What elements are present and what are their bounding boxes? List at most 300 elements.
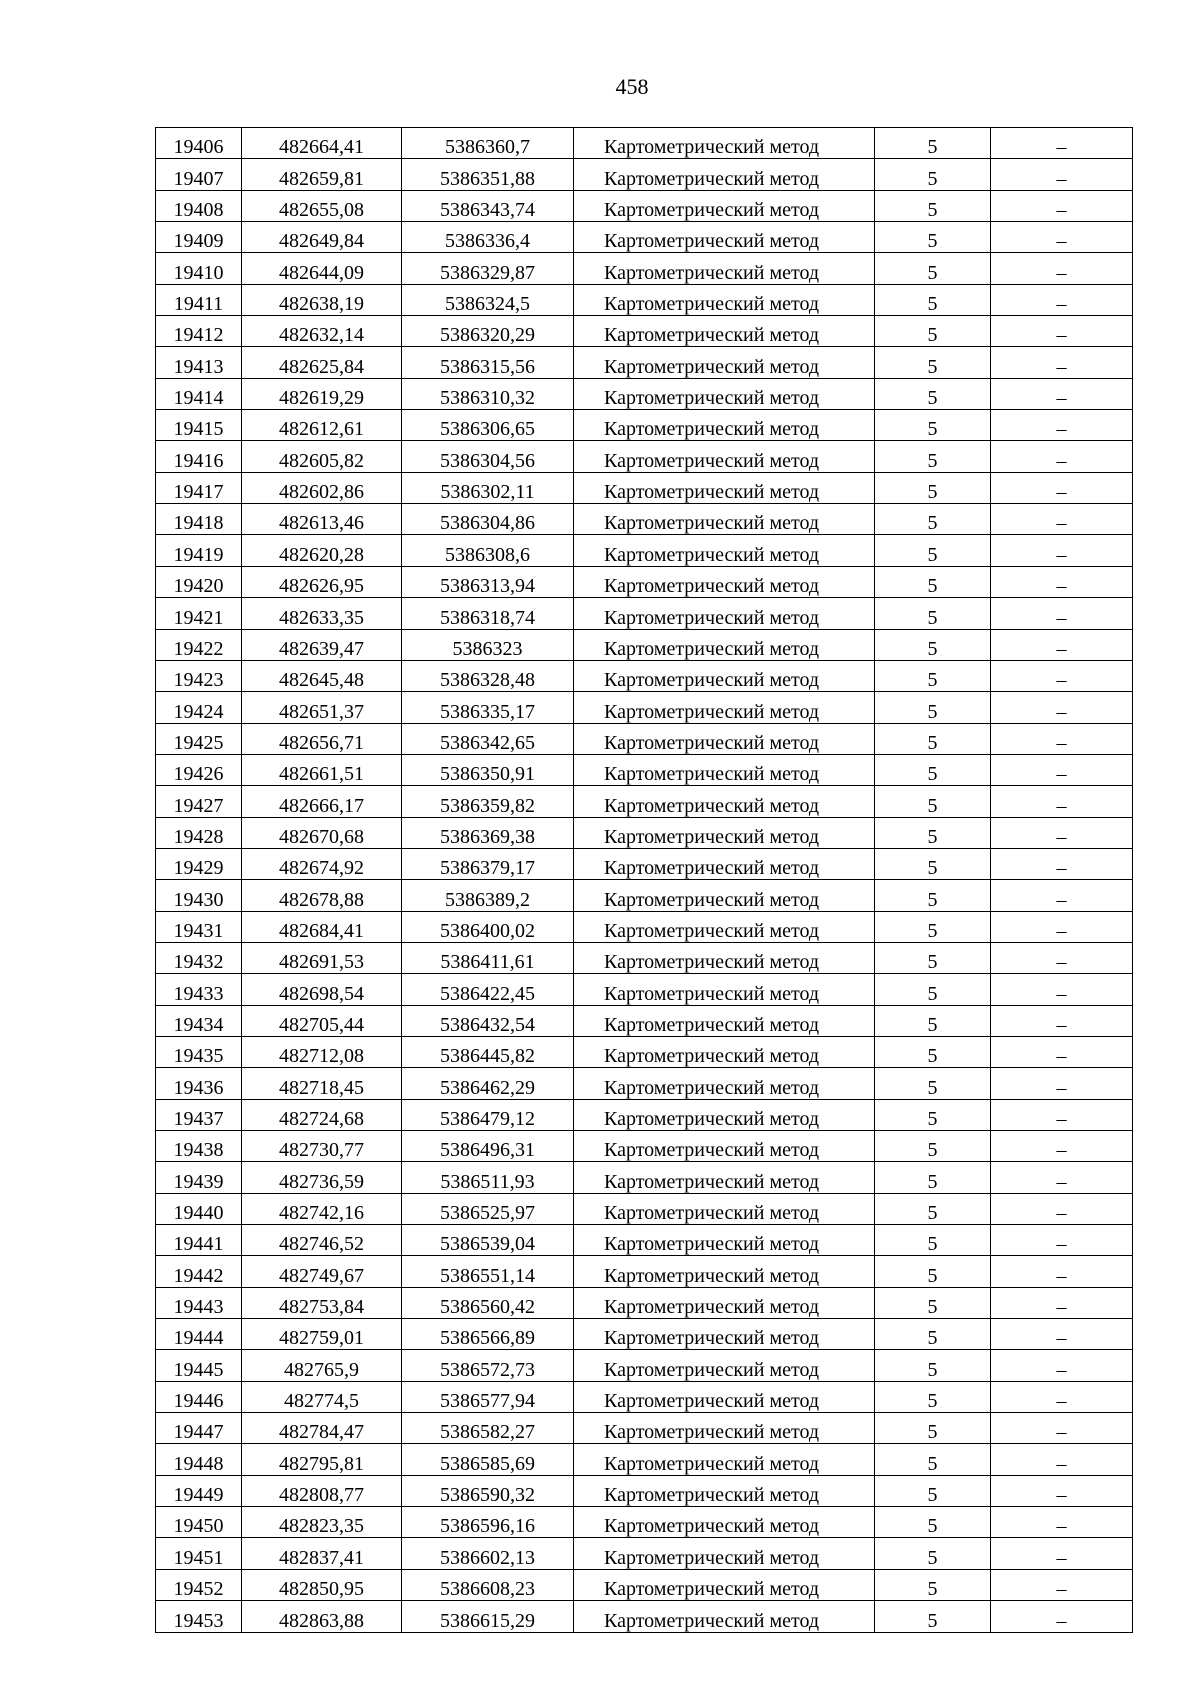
table-row — [156, 535, 1133, 566]
x-coordinate-cell: 482664,41 — [242, 128, 402, 159]
x-coordinate-cell: 482823,35 — [242, 1507, 402, 1538]
table-row — [156, 974, 1133, 1005]
x-coordinate-cell: 482645,48 — [242, 660, 402, 691]
accuracy-cell: 5 — [875, 472, 991, 503]
x-coordinate-cell: 482632,14 — [242, 316, 402, 347]
point-number-cell: 19431 — [156, 911, 242, 942]
point-number-cell: 19453 — [156, 1601, 242, 1632]
point-number-cell: 19410 — [156, 253, 242, 284]
point-number-cell: 19411 — [156, 284, 242, 315]
note-cell: – — [991, 159, 1133, 190]
note-cell: – — [991, 1099, 1133, 1130]
accuracy-cell: 5 — [875, 817, 991, 848]
note-cell: – — [991, 1444, 1133, 1475]
y-coordinate-cell: 5386560,42 — [402, 1287, 574, 1318]
method-cell: Картометрический метод — [574, 817, 875, 848]
y-coordinate-cell: 5386369,38 — [402, 817, 574, 848]
x-coordinate-cell: 482619,29 — [242, 378, 402, 409]
y-coordinate-cell: 5386479,12 — [402, 1099, 574, 1130]
method-cell: Картометрический метод — [574, 1005, 875, 1036]
point-number-cell: 19414 — [156, 378, 242, 409]
y-coordinate-cell: 5386572,73 — [402, 1350, 574, 1381]
point-number-cell: 19451 — [156, 1538, 242, 1569]
x-coordinate-cell: 482784,47 — [242, 1413, 402, 1444]
note-cell: – — [991, 535, 1133, 566]
table-row — [156, 754, 1133, 785]
accuracy-cell: 5 — [875, 1162, 991, 1193]
point-number-cell: 19448 — [156, 1444, 242, 1475]
y-coordinate-cell: 5386336,4 — [402, 222, 574, 253]
x-coordinate-cell: 482808,77 — [242, 1475, 402, 1506]
note-cell: – — [991, 504, 1133, 535]
accuracy-cell: 5 — [875, 128, 991, 159]
accuracy-cell: 5 — [875, 1569, 991, 1600]
table-row — [156, 1131, 1133, 1162]
accuracy-cell: 5 — [875, 566, 991, 597]
note-cell: – — [991, 723, 1133, 754]
x-coordinate-cell: 482666,17 — [242, 786, 402, 817]
y-coordinate-cell: 5386323 — [402, 629, 574, 660]
note-cell: – — [991, 1256, 1133, 1287]
x-coordinate-cell: 482651,37 — [242, 692, 402, 723]
y-coordinate-cell: 5386582,27 — [402, 1413, 574, 1444]
x-coordinate-cell: 482602,86 — [242, 472, 402, 503]
table-row — [156, 817, 1133, 848]
point-number-cell: 19413 — [156, 347, 242, 378]
y-coordinate-cell: 5386596,16 — [402, 1507, 574, 1538]
note-cell: – — [991, 1287, 1133, 1318]
x-coordinate-cell: 482659,81 — [242, 159, 402, 190]
coordinates-table-body — [156, 128, 1133, 1633]
method-cell: Картометрический метод — [574, 754, 875, 785]
point-number-cell: 19437 — [156, 1099, 242, 1130]
accuracy-cell: 5 — [875, 1131, 991, 1162]
x-coordinate-cell: 482605,82 — [242, 441, 402, 472]
accuracy-cell: 5 — [875, 316, 991, 347]
method-cell: Картометрический метод — [574, 1099, 875, 1130]
table-row — [156, 253, 1133, 284]
accuracy-cell: 5 — [875, 1256, 991, 1287]
table-row — [156, 848, 1133, 879]
x-coordinate-cell: 482674,92 — [242, 848, 402, 879]
table-row — [156, 911, 1133, 942]
point-number-cell: 19418 — [156, 504, 242, 535]
table-row — [156, 786, 1133, 817]
point-number-cell: 19412 — [156, 316, 242, 347]
y-coordinate-cell: 5386411,61 — [402, 942, 574, 973]
x-coordinate-cell: 482625,84 — [242, 347, 402, 378]
method-cell: Картометрический метод — [574, 660, 875, 691]
accuracy-cell: 5 — [875, 284, 991, 315]
x-coordinate-cell: 482736,59 — [242, 1162, 402, 1193]
note-cell: – — [991, 566, 1133, 597]
table-row — [156, 1475, 1133, 1506]
note-cell: – — [991, 1005, 1133, 1036]
table-row — [156, 1413, 1133, 1444]
x-coordinate-cell: 482670,68 — [242, 817, 402, 848]
table-row — [156, 880, 1133, 911]
x-coordinate-cell: 482724,68 — [242, 1099, 402, 1130]
x-coordinate-cell: 482718,45 — [242, 1068, 402, 1099]
table-row — [156, 190, 1133, 221]
note-cell: – — [991, 284, 1133, 315]
y-coordinate-cell: 5386304,56 — [402, 441, 574, 472]
accuracy-cell: 5 — [875, 441, 991, 472]
x-coordinate-cell: 482678,88 — [242, 880, 402, 911]
table-row — [156, 1287, 1133, 1318]
accuracy-cell: 5 — [875, 535, 991, 566]
x-coordinate-cell: 482742,16 — [242, 1193, 402, 1224]
method-cell: Картометрический метод — [574, 1601, 875, 1632]
table-row — [156, 472, 1133, 503]
method-cell: Картометрический метод — [574, 316, 875, 347]
y-coordinate-cell: 5386539,04 — [402, 1225, 574, 1256]
note-cell: – — [991, 1162, 1133, 1193]
note-cell: – — [991, 222, 1133, 253]
accuracy-cell: 5 — [875, 692, 991, 723]
note-cell: – — [991, 253, 1133, 284]
table-row — [156, 1381, 1133, 1412]
y-coordinate-cell: 5386304,86 — [402, 504, 574, 535]
note-cell: – — [991, 692, 1133, 723]
x-coordinate-cell: 482712,08 — [242, 1036, 402, 1067]
accuracy-cell: 5 — [875, 1319, 991, 1350]
table-row — [156, 1601, 1133, 1632]
y-coordinate-cell: 5386577,94 — [402, 1381, 574, 1412]
note-cell: – — [991, 1413, 1133, 1444]
point-number-cell: 19439 — [156, 1162, 242, 1193]
point-number-cell: 19416 — [156, 441, 242, 472]
method-cell: Картометрический метод — [574, 1444, 875, 1475]
point-number-cell: 19423 — [156, 660, 242, 691]
y-coordinate-cell: 5386318,74 — [402, 598, 574, 629]
method-cell: Картометрический метод — [574, 911, 875, 942]
table-row — [156, 598, 1133, 629]
note-cell: – — [991, 1193, 1133, 1224]
accuracy-cell: 5 — [875, 1005, 991, 1036]
accuracy-cell: 5 — [875, 1225, 991, 1256]
method-cell: Картометрический метод — [574, 566, 875, 597]
y-coordinate-cell: 5386432,54 — [402, 1005, 574, 1036]
y-coordinate-cell: 5386445,82 — [402, 1036, 574, 1067]
method-cell: Картометрический метод — [574, 159, 875, 190]
y-coordinate-cell: 5386315,56 — [402, 347, 574, 378]
table-row — [156, 723, 1133, 754]
method-cell: Картометрический метод — [574, 190, 875, 221]
y-coordinate-cell: 5386585,69 — [402, 1444, 574, 1475]
table-row — [156, 284, 1133, 315]
y-coordinate-cell: 5386359,82 — [402, 786, 574, 817]
point-number-cell: 19436 — [156, 1068, 242, 1099]
point-number-cell: 19406 — [156, 128, 242, 159]
x-coordinate-cell: 482753,84 — [242, 1287, 402, 1318]
point-number-cell: 19444 — [156, 1319, 242, 1350]
note-cell: – — [991, 598, 1133, 629]
accuracy-cell: 5 — [875, 723, 991, 754]
accuracy-cell: 5 — [875, 1068, 991, 1099]
y-coordinate-cell: 5386422,45 — [402, 974, 574, 1005]
method-cell: Картометрический метод — [574, 1287, 875, 1318]
x-coordinate-cell: 482655,08 — [242, 190, 402, 221]
point-number-cell: 19426 — [156, 754, 242, 785]
point-number-cell: 19443 — [156, 1287, 242, 1318]
table-row — [156, 566, 1133, 597]
method-cell: Картометрический метод — [574, 378, 875, 409]
accuracy-cell: 5 — [875, 1381, 991, 1412]
accuracy-cell: 5 — [875, 1036, 991, 1067]
y-coordinate-cell: 5386302,11 — [402, 472, 574, 503]
method-cell: Картометрический метод — [574, 1507, 875, 1538]
note-cell: – — [991, 472, 1133, 503]
point-number-cell: 19429 — [156, 848, 242, 879]
note-cell: – — [991, 911, 1133, 942]
method-cell: Картометрический метод — [574, 1350, 875, 1381]
accuracy-cell: 5 — [875, 1193, 991, 1224]
table-row — [156, 1444, 1133, 1475]
point-number-cell: 19449 — [156, 1475, 242, 1506]
x-coordinate-cell: 482661,51 — [242, 754, 402, 785]
table-row — [156, 629, 1133, 660]
method-cell: Картометрический метод — [574, 629, 875, 660]
method-cell: Картометрический метод — [574, 1413, 875, 1444]
y-coordinate-cell: 5386351,88 — [402, 159, 574, 190]
point-number-cell: 19408 — [156, 190, 242, 221]
y-coordinate-cell: 5386400,02 — [402, 911, 574, 942]
x-coordinate-cell: 482746,52 — [242, 1225, 402, 1256]
note-cell: – — [991, 754, 1133, 785]
accuracy-cell: 5 — [875, 347, 991, 378]
x-coordinate-cell: 482644,09 — [242, 253, 402, 284]
x-coordinate-cell: 482850,95 — [242, 1569, 402, 1600]
method-cell: Картометрический метод — [574, 880, 875, 911]
x-coordinate-cell: 482633,35 — [242, 598, 402, 629]
y-coordinate-cell: 5386496,31 — [402, 1131, 574, 1162]
accuracy-cell: 5 — [875, 911, 991, 942]
accuracy-cell: 5 — [875, 660, 991, 691]
note-cell: – — [991, 190, 1133, 221]
method-cell: Картометрический метод — [574, 1538, 875, 1569]
point-number-cell: 19452 — [156, 1569, 242, 1600]
y-coordinate-cell: 5386306,65 — [402, 410, 574, 441]
x-coordinate-cell: 482759,01 — [242, 1319, 402, 1350]
accuracy-cell: 5 — [875, 1350, 991, 1381]
point-number-cell: 19441 — [156, 1225, 242, 1256]
accuracy-cell: 5 — [875, 222, 991, 253]
y-coordinate-cell: 5386350,91 — [402, 754, 574, 785]
point-number-cell: 19433 — [156, 974, 242, 1005]
accuracy-cell: 5 — [875, 942, 991, 973]
coordinates-table — [155, 127, 1133, 1633]
note-cell: – — [991, 660, 1133, 691]
x-coordinate-cell: 482638,19 — [242, 284, 402, 315]
accuracy-cell: 5 — [875, 786, 991, 817]
table-row — [156, 1569, 1133, 1600]
accuracy-cell: 5 — [875, 1413, 991, 1444]
x-coordinate-cell: 482795,81 — [242, 1444, 402, 1475]
point-number-cell: 19425 — [156, 723, 242, 754]
y-coordinate-cell: 5386525,97 — [402, 1193, 574, 1224]
method-cell: Картометрический метод — [574, 848, 875, 879]
point-number-cell: 19417 — [156, 472, 242, 503]
method-cell: Картометрический метод — [574, 942, 875, 973]
note-cell: – — [991, 629, 1133, 660]
table-row — [156, 1350, 1133, 1381]
y-coordinate-cell: 5386379,17 — [402, 848, 574, 879]
method-cell: Картометрический метод — [574, 535, 875, 566]
note-cell: – — [991, 441, 1133, 472]
method-cell: Картометрический метод — [574, 1068, 875, 1099]
table-row — [156, 316, 1133, 347]
y-coordinate-cell: 5386462,29 — [402, 1068, 574, 1099]
point-number-cell: 19440 — [156, 1193, 242, 1224]
x-coordinate-cell: 482620,28 — [242, 535, 402, 566]
table-row — [156, 1005, 1133, 1036]
accuracy-cell: 5 — [875, 1099, 991, 1130]
x-coordinate-cell: 482749,67 — [242, 1256, 402, 1287]
note-cell: – — [991, 1068, 1133, 1099]
y-coordinate-cell: 5386360,7 — [402, 128, 574, 159]
x-coordinate-cell: 482626,95 — [242, 566, 402, 597]
y-coordinate-cell: 5386590,32 — [402, 1475, 574, 1506]
method-cell: Картометрический метод — [574, 253, 875, 284]
y-coordinate-cell: 5386310,32 — [402, 378, 574, 409]
method-cell: Картометрический метод — [574, 1475, 875, 1506]
method-cell: Картометрический метод — [574, 347, 875, 378]
point-number-cell: 19430 — [156, 880, 242, 911]
point-number-cell: 19427 — [156, 786, 242, 817]
x-coordinate-cell: 482705,44 — [242, 1005, 402, 1036]
y-coordinate-cell: 5386328,48 — [402, 660, 574, 691]
note-cell: – — [991, 410, 1133, 441]
table-row — [156, 441, 1133, 472]
x-coordinate-cell: 482656,71 — [242, 723, 402, 754]
table-row — [156, 1538, 1133, 1569]
y-coordinate-cell: 5386602,13 — [402, 1538, 574, 1569]
x-coordinate-cell: 482837,41 — [242, 1538, 402, 1569]
point-number-cell: 19432 — [156, 942, 242, 973]
point-number-cell: 19442 — [156, 1256, 242, 1287]
table-row — [156, 1162, 1133, 1193]
note-cell: – — [991, 1381, 1133, 1412]
method-cell: Картометрический метод — [574, 1131, 875, 1162]
method-cell: Картометрический метод — [574, 974, 875, 1005]
y-coordinate-cell: 5386313,94 — [402, 566, 574, 597]
method-cell: Картометрический метод — [574, 723, 875, 754]
table-row — [156, 1036, 1133, 1067]
point-number-cell: 19450 — [156, 1507, 242, 1538]
table-row — [156, 504, 1133, 535]
table-row — [156, 1193, 1133, 1224]
accuracy-cell: 5 — [875, 629, 991, 660]
accuracy-cell: 5 — [875, 410, 991, 441]
table-row — [156, 1225, 1133, 1256]
y-coordinate-cell: 5386511,93 — [402, 1162, 574, 1193]
table-row — [156, 347, 1133, 378]
method-cell: Картометрический метод — [574, 284, 875, 315]
note-cell: – — [991, 128, 1133, 159]
method-cell: Картометрический метод — [574, 128, 875, 159]
y-coordinate-cell: 5386343,74 — [402, 190, 574, 221]
point-number-cell: 19434 — [156, 1005, 242, 1036]
note-cell: – — [991, 347, 1133, 378]
x-coordinate-cell: 482649,84 — [242, 222, 402, 253]
accuracy-cell: 5 — [875, 378, 991, 409]
x-coordinate-cell: 482691,53 — [242, 942, 402, 973]
y-coordinate-cell: 5386320,29 — [402, 316, 574, 347]
point-number-cell: 19424 — [156, 692, 242, 723]
point-number-cell: 19421 — [156, 598, 242, 629]
note-cell: – — [991, 880, 1133, 911]
x-coordinate-cell: 482612,61 — [242, 410, 402, 441]
table-row — [156, 1507, 1133, 1538]
note-cell: – — [991, 817, 1133, 848]
accuracy-cell: 5 — [875, 159, 991, 190]
accuracy-cell: 5 — [875, 848, 991, 879]
page-number: 458 — [615, 74, 649, 99]
point-number-cell: 19409 — [156, 222, 242, 253]
method-cell: Картометрический метод — [574, 472, 875, 503]
x-coordinate-cell: 482765,9 — [242, 1350, 402, 1381]
table-row — [156, 1068, 1133, 1099]
method-cell: Картометрический метод — [574, 222, 875, 253]
method-cell: Картометрический метод — [574, 1162, 875, 1193]
note-cell: – — [991, 1569, 1133, 1600]
x-coordinate-cell: 482639,47 — [242, 629, 402, 660]
accuracy-cell: 5 — [875, 754, 991, 785]
point-number-cell: 19415 — [156, 410, 242, 441]
y-coordinate-cell: 5386329,87 — [402, 253, 574, 284]
method-cell: Картометрический метод — [574, 441, 875, 472]
table-row — [156, 1319, 1133, 1350]
accuracy-cell: 5 — [875, 1475, 991, 1506]
method-cell: Картометрический метод — [574, 786, 875, 817]
y-coordinate-cell: 5386389,2 — [402, 880, 574, 911]
method-cell: Картометрический метод — [574, 1381, 875, 1412]
table-row — [156, 378, 1133, 409]
accuracy-cell: 5 — [875, 974, 991, 1005]
accuracy-cell: 5 — [875, 1444, 991, 1475]
table-row — [156, 692, 1133, 723]
note-cell: – — [991, 942, 1133, 973]
note-cell: – — [991, 1319, 1133, 1350]
accuracy-cell: 5 — [875, 1287, 991, 1318]
accuracy-cell: 5 — [875, 253, 991, 284]
accuracy-cell: 5 — [875, 190, 991, 221]
point-number-cell: 19420 — [156, 566, 242, 597]
point-number-cell: 19422 — [156, 629, 242, 660]
table-row — [156, 410, 1133, 441]
method-cell: Картометрический метод — [574, 692, 875, 723]
y-coordinate-cell: 5386324,5 — [402, 284, 574, 315]
note-cell: – — [991, 1538, 1133, 1569]
x-coordinate-cell: 482730,77 — [242, 1131, 402, 1162]
x-coordinate-cell: 482613,46 — [242, 504, 402, 535]
point-number-cell: 19407 — [156, 159, 242, 190]
note-cell: – — [991, 1131, 1133, 1162]
method-cell: Картометрический метод — [574, 1193, 875, 1224]
accuracy-cell: 5 — [875, 1507, 991, 1538]
y-coordinate-cell: 5386308,6 — [402, 535, 574, 566]
table-row — [156, 942, 1133, 973]
point-number-cell: 19438 — [156, 1131, 242, 1162]
accuracy-cell: 5 — [875, 504, 991, 535]
note-cell: – — [991, 1507, 1133, 1538]
method-cell: Картометрический метод — [574, 598, 875, 629]
x-coordinate-cell: 482774,5 — [242, 1381, 402, 1412]
table-row — [156, 1256, 1133, 1287]
method-cell: Картометрический метод — [574, 1319, 875, 1350]
method-cell: Картометрический метод — [574, 410, 875, 441]
